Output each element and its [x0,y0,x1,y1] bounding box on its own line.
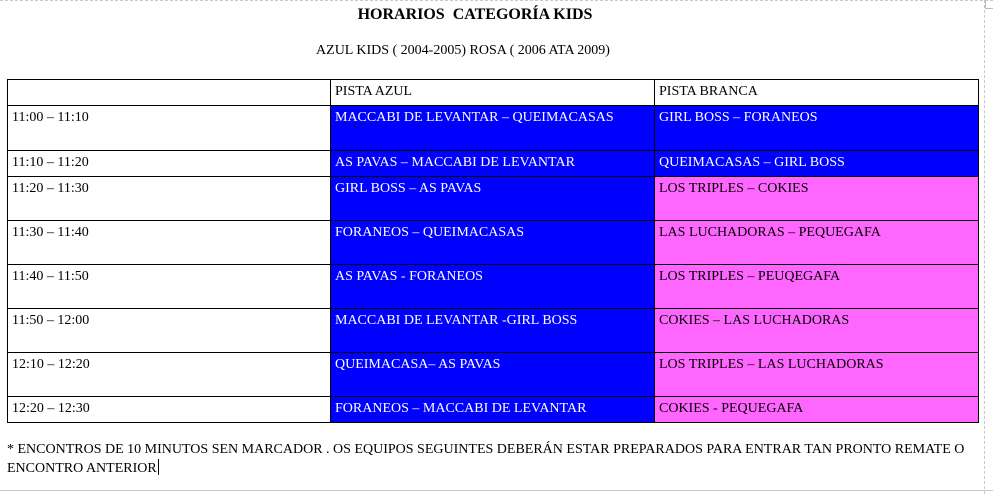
footnote-paragraph[interactable] [7,441,977,478]
time-cell[interactable]: 11:20 – 11:30 [8,177,331,221]
page-boundary-right [984,0,986,494]
header-cell-pista-azul[interactable]: PISTA AZUL [331,80,655,106]
pista-azul-match-cell[interactable]: MACCABI DE LEVANTAR – QUEIMACASAS [331,106,655,151]
document-subtitle: AZUL KIDS ( 2004-2005) ROSA ( 2006 ATA 2009) [316,43,610,58]
footnote-text: * ENCONTROS DE 10 MINUTOS SEN MARCADOR . OS EQUIPOS SEGUINTES DEBERÁN ESTAR PREPARADOS PARA ENTRAR TAN PRONTO REMATE O ENCONTRO ANTERIOR [7,442,965,476]
table-row [8,177,979,221]
pista-branca-match-cell[interactable]: GIRL BOSS – FORANEOS [655,106,979,151]
time-cell[interactable]: 11:10 – 11:20 [8,151,331,177]
pista-branca-match-cell[interactable]: LOS TRIPLES – LAS LUCHADORAS [655,353,979,397]
table-row [8,106,979,151]
pista-azul-match-cell[interactable]: AS PAVAS - FORANEOS [331,265,655,309]
time-cell[interactable]: 11:50 – 12:00 [8,309,331,353]
pista-azul-match-cell[interactable]: FORANEOS – QUEIMACASAS [331,221,655,265]
pista-branca-match-cell[interactable]: LOS TRIPLES – COKIES [655,177,979,221]
pista-branca-match-cell[interactable]: COKIES - PEQUEGAFA [655,397,979,423]
pista-azul-match-cell[interactable]: AS PAVAS – MACCABI DE LEVANTAR [331,151,655,177]
schedule-table[interactable] [7,79,979,423]
page-boundary-top [0,0,993,2]
time-cell[interactable]: 11:40 – 11:50 [8,265,331,309]
page-boundary-bottom [0,490,993,492]
document-title: HORARIOS CATEGORÍA KIDS [357,6,593,23]
margin-corner-mark [985,0,993,9]
table-row [8,397,979,423]
pista-branca-match-cell[interactable]: QUEIMACASAS – GIRL BOSS [655,151,979,177]
pista-branca-match-cell[interactable]: COKIES – LAS LUCHADORAS [655,309,979,353]
pista-azul-match-cell[interactable]: QUEIMACASA– AS PAVAS [331,353,655,397]
header-row [8,80,979,106]
time-cell[interactable]: 11:30 – 11:40 [8,221,331,265]
pista-branca-match-cell[interactable]: LAS LUCHADORAS – PEQUEGAFA [655,221,979,265]
time-cell[interactable]: 11:00 – 11:10 [8,106,331,151]
time-cell[interactable]: 12:20 – 12:30 [8,397,331,423]
pista-azul-match-cell[interactable]: MACCABI DE LEVANTAR -GIRL BOSS [331,309,655,353]
pista-branca-match-cell[interactable]: LOS TRIPLES – PEUQEGAFA [655,265,979,309]
table-row [8,265,979,309]
header-cell-pista-branca[interactable]: PISTA BRANCA [655,80,979,106]
text-cursor [158,459,159,475]
table-row [8,353,979,397]
table-row [8,309,979,353]
time-cell[interactable]: 12:10 – 12:20 [8,353,331,397]
header-cell-time[interactable] [8,80,331,106]
table-row [8,221,979,265]
table-row [8,151,979,177]
pista-azul-match-cell[interactable]: FORANEOS – MACCABI DE LEVANTAR [331,397,655,423]
pista-azul-match-cell[interactable]: GIRL BOSS – AS PAVAS [331,177,655,221]
